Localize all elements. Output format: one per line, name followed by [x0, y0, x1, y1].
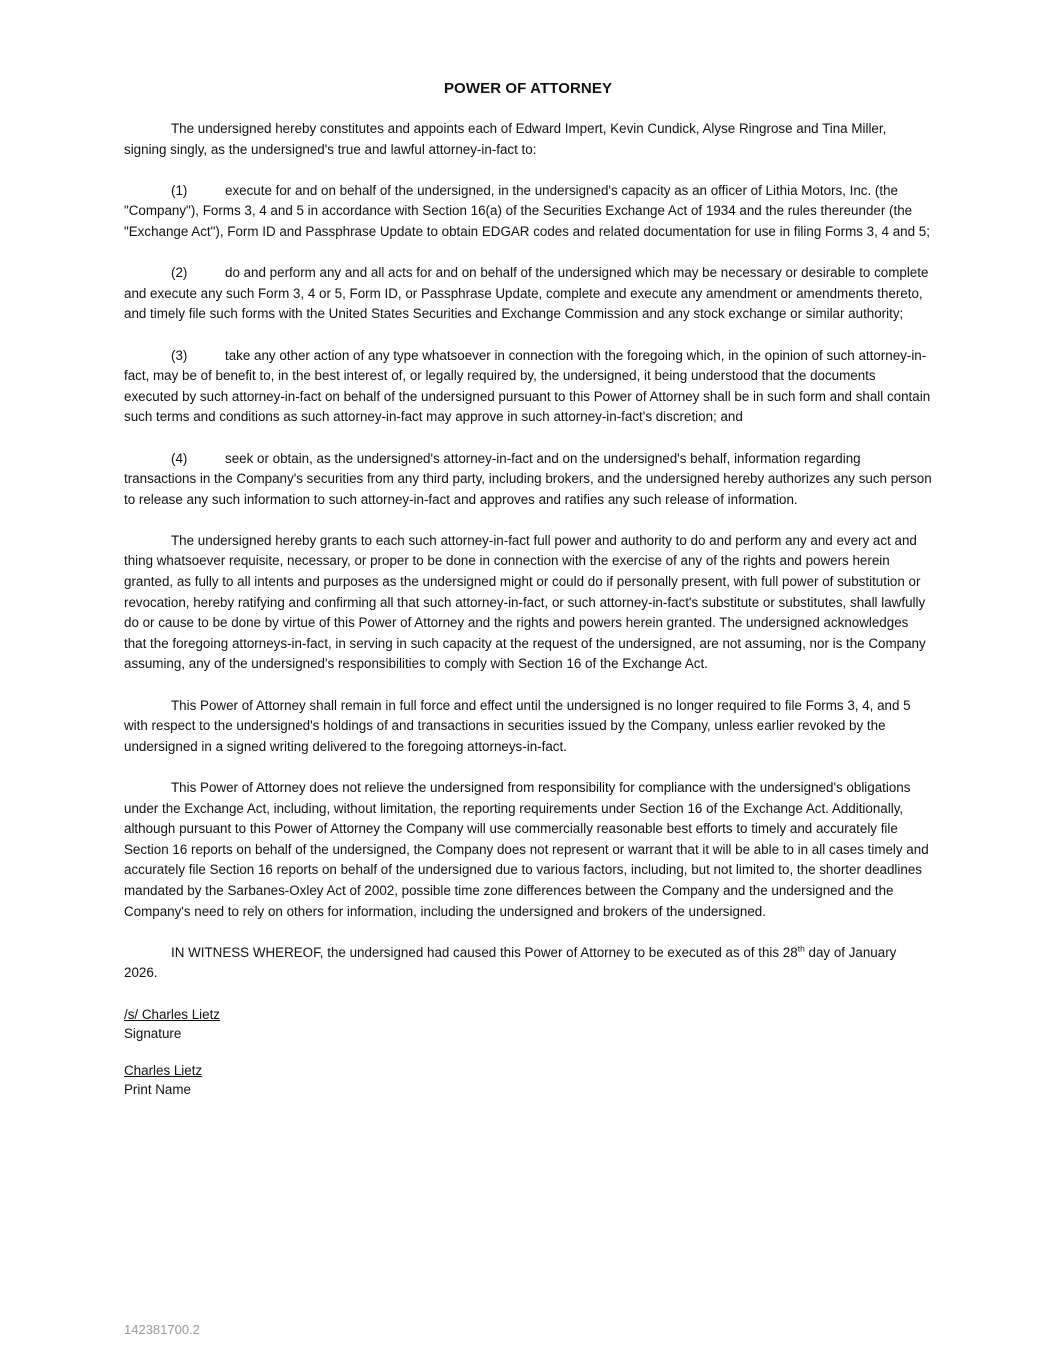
signature-value: /s/ Charles Lietz	[124, 1006, 221, 1022]
witness-text: IN WITNESS WHEREOF, the undersigned had caused this Power of Attorney to be executed as of this 28	[171, 944, 798, 960]
list-item	[124, 181, 932, 243]
grant-paragraph: The undersigned hereby grants to each such attorney-in-fact full power and authority to do and perform any and every act and thing whatsoever requisite, necessary, or proper to be done in connection with the exercise of any of the rights and powers herein granted, as fully to all intents and purposes as the undersigned might or could do if personally present, with full power of substitution or revocation, hereby ratifying and confirming all that such attorney-in-fact, or such attorney-in-fact's substitute or substitutes, shall lawfully do or cause to be done by virtue of this Power of Attorney and the rights and powers herein granted. The undersigned acknowledges that the foregoing attorneys-in-fact, in serving in such capacity at the request of the undersigned, are not assuming, nor is the Company assuming, any of the undersigned's responsibilities to comply with Section 16 of the Exchange Act.	[124, 532, 926, 672]
duration-paragraph: This Power of Attorney shall remain in full force and effect until the undersigned is no longer required to file Forms 3, 4, and 5 with respect to the undersigned's holdings of and transactions in securities issued by the Company, unless earlier revoked by the undersigned in a signed writing delivered to the foregoing attorneys-in-fact.	[124, 697, 911, 754]
list-item	[124, 449, 932, 511]
signature-label: Signature	[124, 1025, 182, 1041]
responsibility-paragraph: This Power of Attorney does not relieve the undersigned from responsibility for compliance with the undersigned's obligations under the Exchange Act, including, without limitation, the reporting requirements under Section 16 of the Exchange Act. Additionally, although pursuant to this Power of Attorney the Company will use commercially reasonable best efforts to timely and accurately file Section 16 reports on behalf of the undersigned, the Company does not represent or warrant that it will be able to in all cases timely and accurately file Section 16 reports on behalf of the undersigned due to various factors, including, but not limited to, the shorter deadlines mandated by the Sarbanes-Oxley Act of 2002, possible time zone differences between the Company and the undersigned and the Company's need to rely on others for information, including the undersigned and brokers of the undersigned.	[124, 780, 929, 919]
item-number: (4)	[171, 450, 188, 466]
document-page	[124, 78, 932, 1117]
item-text: do and perform any and all acts for and on behalf of the undersigned which may be necessary or desirable to complete and execute any such Form 3, 4 or 5, Form ID, or Passphrase Update, complete and execute any amendment or amendments thereto, and timely file such forms with the United States Securities and Exchange Commission and any stock exchange or similar authority;	[124, 265, 929, 322]
list-item	[124, 346, 932, 428]
intro-paragraph: The undersigned hereby constitutes and appoints each of Edward Impert, Kevin Cundick, Alyse Ringrose and Tina Miller, signing singly, as the undersigned's true and lawful attorney-in-fact to:	[124, 121, 887, 157]
print-name-value: Charles Lietz	[124, 1062, 203, 1078]
witness-paragraph	[124, 943, 932, 984]
item-number: (3)	[171, 347, 188, 363]
item-text: execute for and on behalf of the undersigned, in the undersigned's capacity as an officer of Lithia Motors, Inc. (the "Company"), Forms 3, 4 and 5 in accordance with Section 16(a) of the Securities Exchange Act of 1934 and the rules thereunder (the "Exchange Act"), Form ID and Passphrase Update to obtain EDGAR codes and related documentation for use in filing Forms 3, 4 and 5;	[124, 182, 930, 239]
item-text: seek or obtain, as the undersigned's attorney-in-fact and on the undersigned's behalf, information regarding transactions in the Company's securities from any third party, including brokers, and the undersigned hereby authorizes any such person to release any such information to such attorney-in-fact and approves and ratifies any such release of information.	[124, 450, 932, 507]
item-number: (2)	[171, 265, 188, 281]
list-item	[124, 263, 932, 325]
document-id: 142381700.2	[124, 1322, 200, 1337]
ordinal-suffix: th	[797, 943, 805, 954]
witness-text-end: day of January 2026.	[124, 944, 897, 981]
signature-block	[124, 1005, 932, 1099]
item-text: take any other action of any type whatsoever in connection with the foregoing which, in the opinion of such attorney-in-fact, may be of benefit to, in the best interest of, or legally required by, the undersigned, it being understood that the documents executed by such attorney-in-fact on behalf of the undersigned pursuant to this Power of Attorney shall be in such form and shall contain such terms and conditions as such attorney-in-fact may approve in such attorney-in-fact's discretion; and	[124, 347, 931, 425]
document-title: POWER OF ATTORNEY	[443, 80, 613, 97]
item-number: (1)	[171, 182, 188, 198]
print-name-label: Print Name	[124, 1081, 191, 1097]
